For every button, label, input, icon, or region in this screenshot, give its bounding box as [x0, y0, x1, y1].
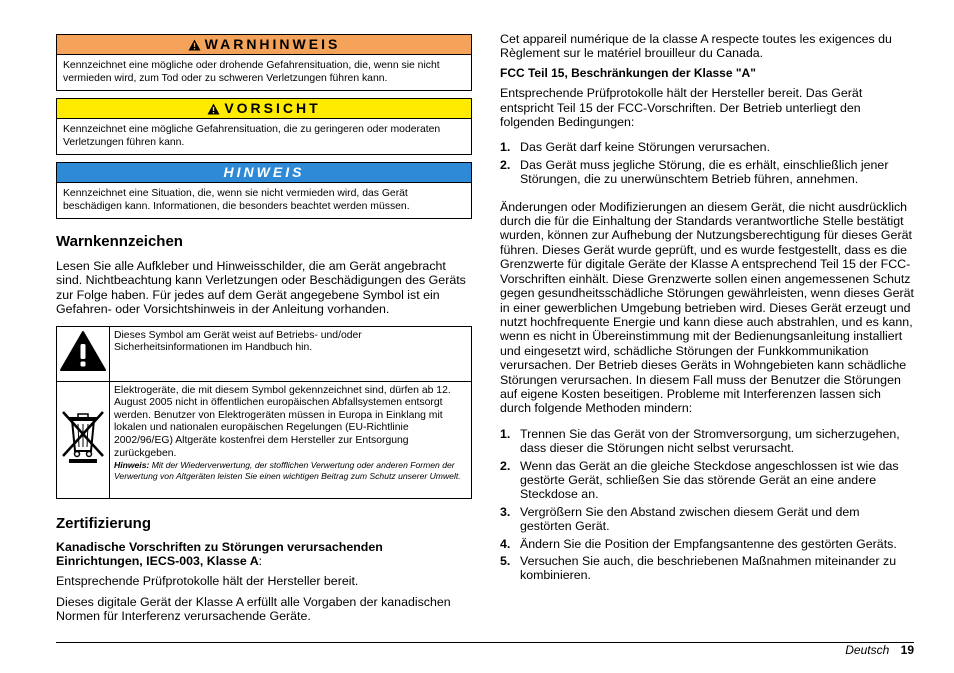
list-item: 1. Das Gerät darf keine Störungen verursachen.: [500, 140, 771, 155]
left-column: [56, 34, 472, 624]
note-notice: [56, 162, 472, 219]
weee-note-text: Mit der Wiederverwertung, der stofflichen Verwertung oder anderen Formen der Verwertung von Altgeräten leisten Sie einen wichtigen Beitrag zum Schutz unserer Umwelt.: [114, 460, 461, 482]
symbol-cell: [57, 326, 110, 381]
fcc-heading: FCC Teil 15, Beschränkungen der Klasse "A": [500, 65, 756, 80]
symbol-row: [57, 381, 472, 498]
weee-note-label: Hinweis:: [114, 460, 150, 471]
warning-notice: [56, 34, 472, 91]
measures-list: [500, 427, 914, 583]
warning-notice-title: WARNHINWEIS: [204, 36, 341, 52]
symbol-description: [110, 381, 472, 498]
caution-notice-title: VORSICHT: [224, 100, 321, 116]
warning-triangle-icon: [188, 39, 201, 51]
list-item: 3. Vergrößern Sie den Abstand zwischen diesem Gerät und dem gestörten Gerät.: [500, 504, 860, 534]
labels-intro: Lesen Sie alle Aufkleber und Hinweisschilder, die am Gerät angebracht sind. Nichtbeachtung kann Verletzungen oder Beschädigungen des Geräts zur Folge haben. Für jedes auf dem Gerät angegebene Symbol ist ein Gefahren- oder Vorsichtshinweis in der Anleitung vorhanden.: [56, 259, 466, 317]
note-notice-title: HINWEIS: [223, 164, 305, 180]
list-item: 5. Versuchen Sie auch, die beschriebenen Maßnahmen miteinander zu kombinieren.: [500, 554, 897, 583]
list-item: 2. Das Gerät muss jegliche Störung, die es erhält, einschließlich jener Störungen, die zu unerwünschtem Betrieb führen, annehmen.: [500, 157, 889, 187]
conditions-list: [500, 140, 914, 186]
caution-notice-header: [57, 99, 471, 119]
list-item: 4. Ändern Sie die Position der Empfangsantenne des gestörten Geräts.: [500, 536, 897, 551]
warning-triangle-icon: [207, 103, 220, 115]
caution-notice: [56, 98, 472, 155]
page-footer: [845, 643, 914, 657]
symbol-row: [57, 326, 472, 381]
note-notice-text: Kennzeichnet eine Situation, die, wenn sie nicht vermieden wird, das Gerät beschädigen kann. Informationen, die besonders beachtet werden müssen.: [63, 188, 410, 212]
page-number: 19: [900, 643, 914, 657]
changes-paragraph: Änderungen oder Modifizierungen an diesem Gerät, die nicht ausdrücklich durch die für die Einhaltung der Standards verantwortliche Stelle bestätigt wurden, können zur Aufhebung der Nutzungsberechtigung für dieses Gerät führen. Dieses Gerät wurde geprüft, und es wurde festgestellt, dass es die Grenzwerte für digitale Geräte der Klasse A entsprechend Teil 15 der FCC-Vorschriften einhält. Diese Grenzwerte sollen einen angemessenen Schutz gegen gesundheitsschädliche Störungen gewährleisten, wenn dieses Gerät in einer gewerblichen Umgebung betrieben wird. Dieses Gerät erzeugt und nutzt hochfrequente Energie und kann diese auch abstrahlen, und es kann, wenn es nicht in Übereinstimmung mit der Bedienungsanleitung installiert und eingesetzt wird, schädliche Störungen der Funkkommunikation verursachen. Der Betrieb dieses Geräts in Wohngebieten kann schädliche Störungen verursachen. In diesem Fall muss der Benutzer die Störungen auf eigene Kosten beseitigen. Probleme mit Interferenzen lassen sich durch folgende Methoden mindern:: [500, 199, 914, 416]
right-column: [500, 32, 914, 586]
warning-triangle-icon: [59, 364, 107, 375]
footer-language: Deutsch: [845, 643, 890, 657]
labels-heading: Warnkennzeichen: [56, 233, 183, 250]
list-item: 2. Wenn das Gerät an die gleiche Steckdose angeschlossen ist wie das gestörte Gerät, schließen Sie das störende Gerät an eine andere Steckdose an.: [500, 458, 899, 502]
canada-paragraph-2: Dieses digitale Gerät der Klasse A erfüllt alle Vorgaben der kanadischen Normen für Interferenz verursachende Geräte.: [56, 594, 451, 624]
note-notice-header: [57, 163, 471, 183]
canada-heading: Kanadische Vorschriften zu Störungen verursachenden Einrichtungen, IECS-003, Klasse A:: [56, 539, 383, 569]
canada-french-paragraph: Cet appareil numérique de la classe A respecte toutes les exigences du Règlement sur le matériel brouilleur du Canada.: [500, 32, 892, 61]
weee-note: [114, 460, 467, 482]
weee-text: Elektrogeräte, die mit diesem Symbol gekennzeichnet sind, dürfen ab 12. August 2005 nicht in öffentlichen europäischen Abfallsystemen entsorgt werden. Benutzer von Elektrogeräten müssen in Europa in Einklang mit lokalen und nationalen europäischen Regelungen (EU-Richtlinie 2002/96/EG) Altgeräte kostenfrei dem Hersteller zur Entsorgung zurückgeben.: [114, 384, 451, 459]
certification-heading: Zertifizierung: [56, 514, 152, 532]
symbol-description: Dieses Symbol am Gerät weist auf Betriebs- und/oder Sicherheitsinformationen im Handbuch hin.: [110, 326, 472, 381]
symbol-table: [56, 326, 472, 499]
weee-crossed-bin-icon: [59, 457, 107, 468]
symbol-cell: [57, 381, 110, 498]
fcc-intro: Entsprechende Prüfprotokolle hält der Hersteller bereit. Das Gerät entspricht Teil 15 der FCC-Vorschriften. Der Betrieb unterliegt den folgenden Bedingungen:: [500, 86, 863, 130]
caution-notice-text: Kennzeichnet eine mögliche Gefahrensituation, die zu geringeren oder moderaten Verletzungen führen kann.: [63, 124, 441, 148]
list-item: 1. Trennen Sie das Gerät von der Stromversorgung, um sicherzugehen, dass dieser die Störungen nicht selbst verursacht.: [500, 426, 900, 456]
footer-divider: [56, 642, 914, 643]
warning-notice-text: Kennzeichnet eine mögliche oder drohende Gefahrensituation, die, wenn sie nicht vermieden wird, zum Tod oder zu schweren Verletzungen führen kann.: [63, 60, 440, 84]
canada-paragraph-1: Entsprechende Prüfprotokolle hält der Hersteller bereit.: [56, 574, 359, 589]
warning-notice-header: [57, 35, 471, 55]
